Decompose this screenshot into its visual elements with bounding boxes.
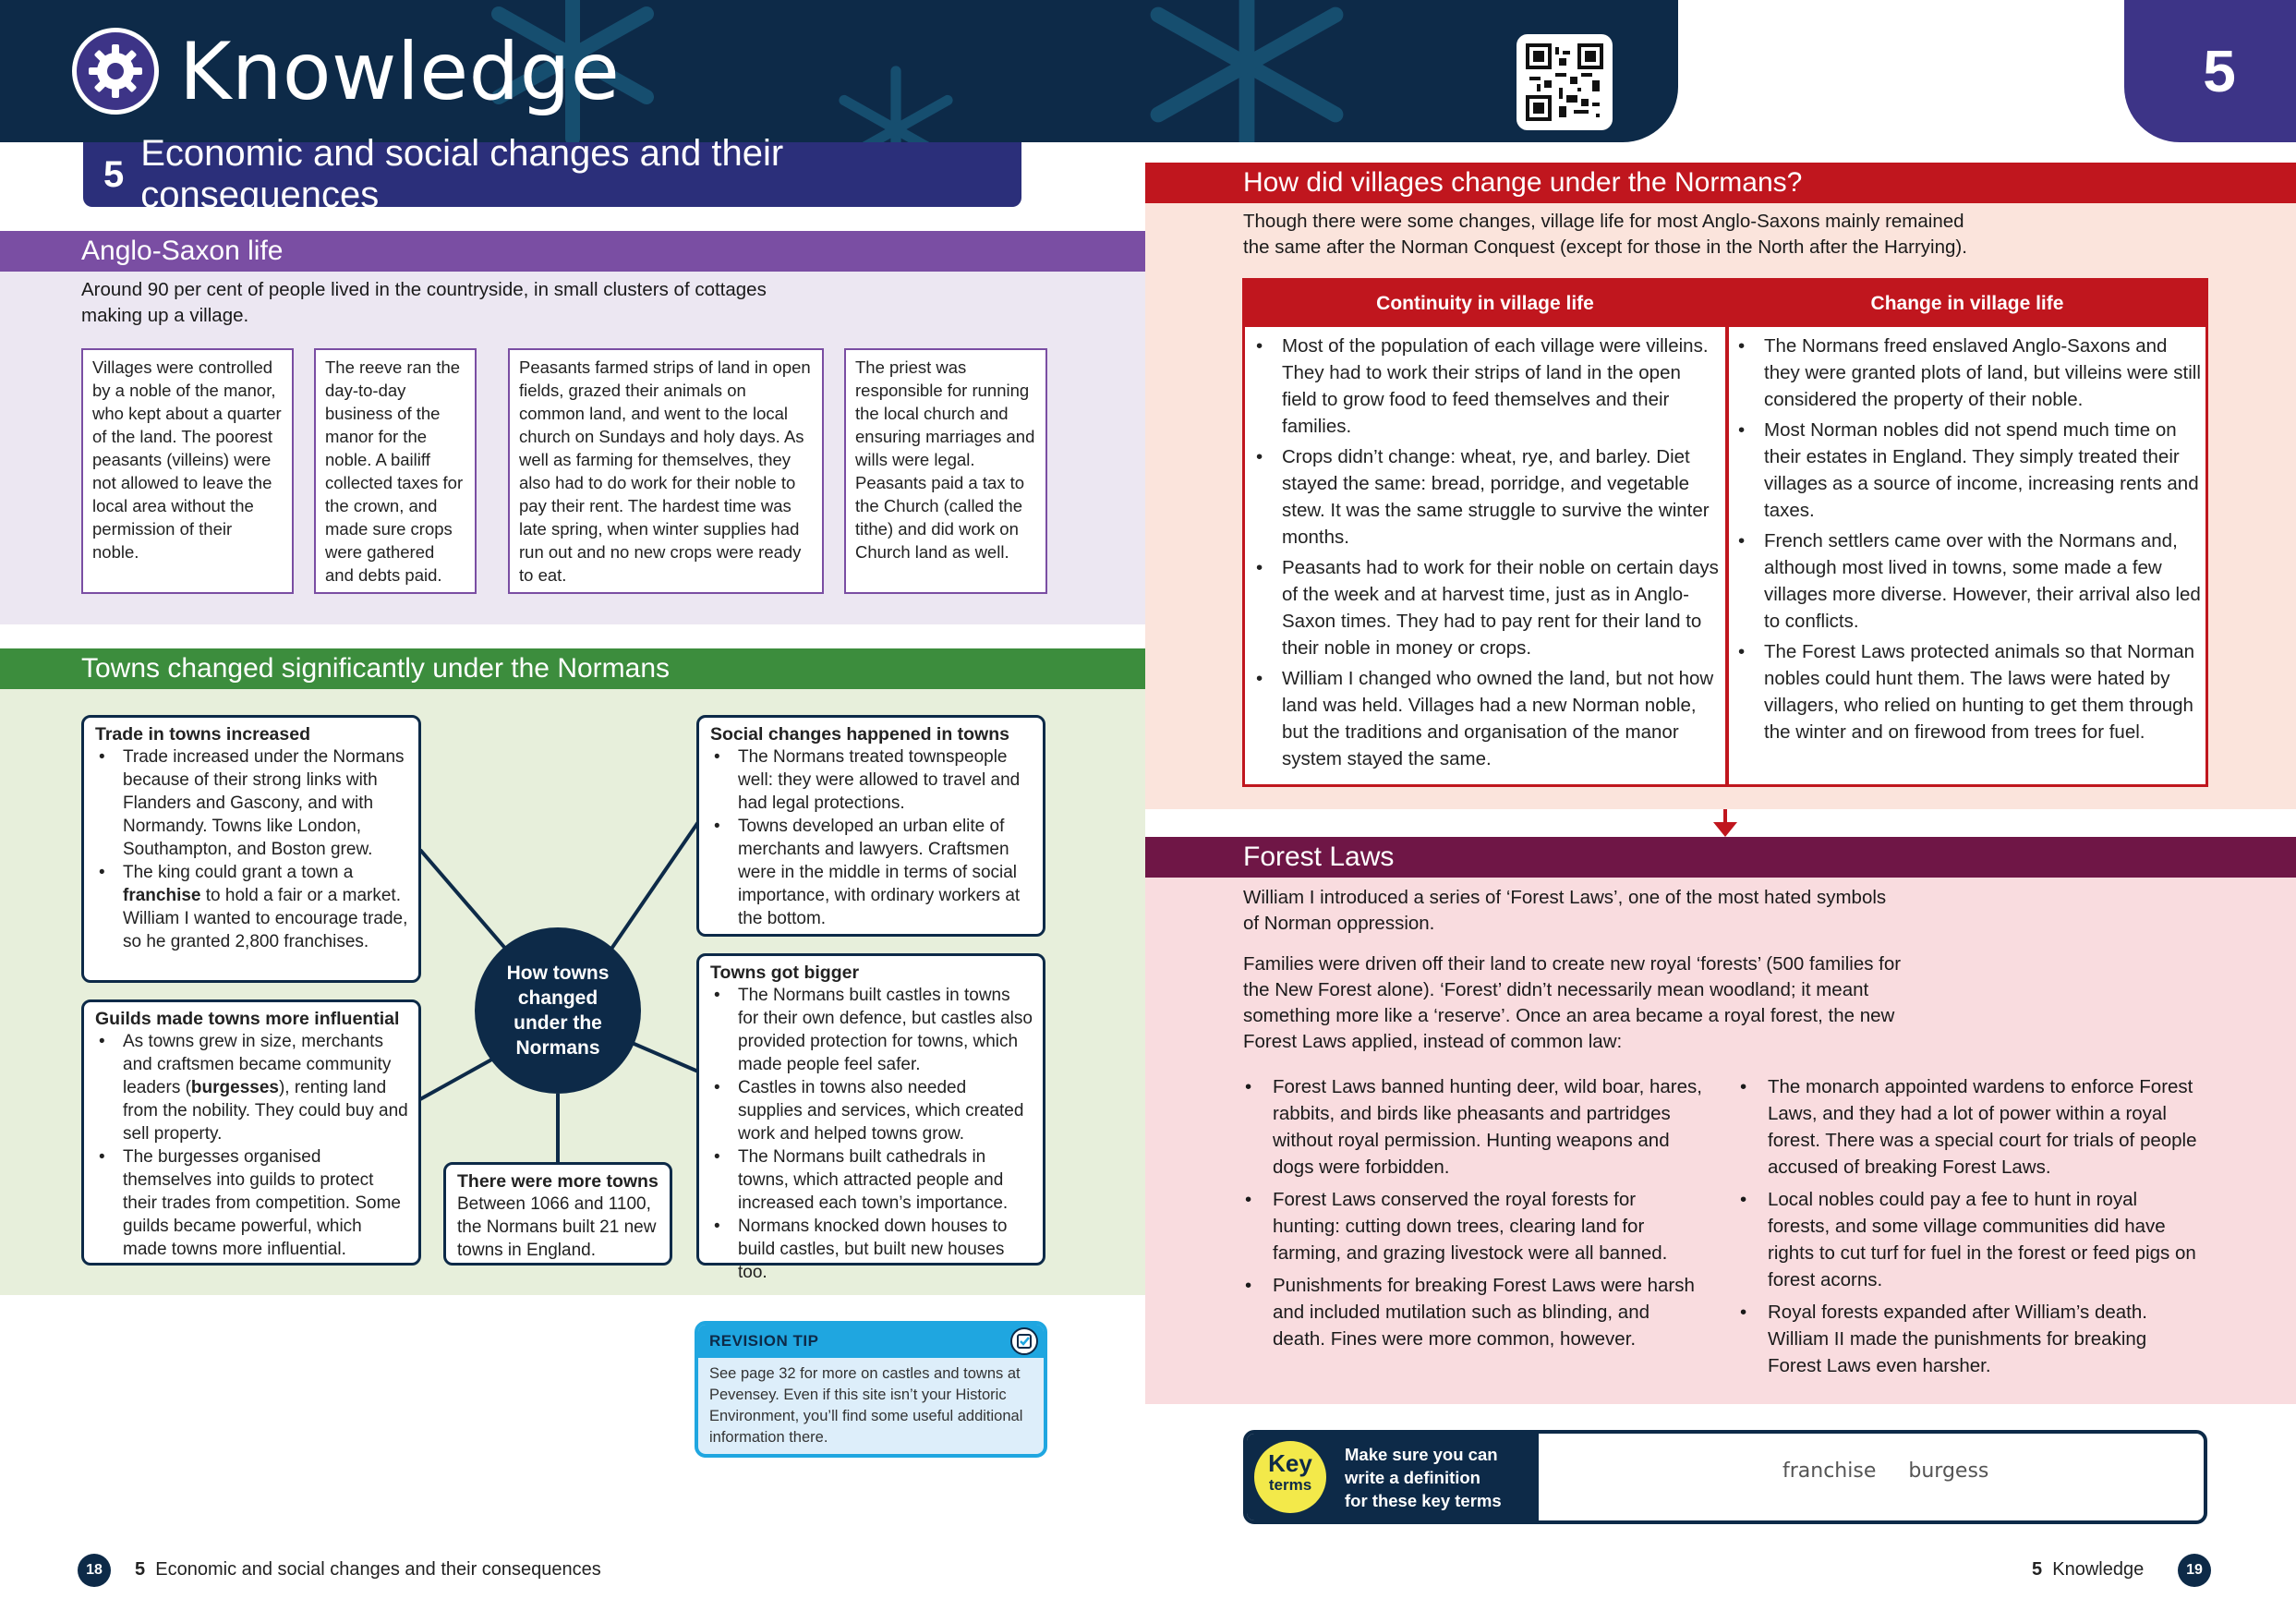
snowflake-decoration-2 <box>1136 0 1358 142</box>
list-item: • Punishments for breaking Forest Laws were harsh and included mutilation such as blinding, and death. Fines were more common, however. <box>1243 1272 1705 1352</box>
instruction-line: write a definition <box>1345 1468 1480 1487</box>
intro-line: making up a village. <box>81 305 249 326</box>
list-item: • Royal forests expanded after William’s death. William II made the punishments for breaking Forest Laws even harsher. <box>1738 1299 2204 1379</box>
revision-tip <box>695 1321 1047 1458</box>
social-changes-title: Social changes happened in towns <box>710 724 1009 745</box>
page-title: Knowledge <box>179 26 621 118</box>
section-number: 5 <box>103 153 125 195</box>
key-term: franchise <box>1782 1459 1877 1483</box>
list-item: • Forest Laws banned hunting deer, wild boar, hares, rabbits, and birds like pheasants and partridges without royal permission. Hunting weapons and dogs were forbidden. <box>1243 1073 1705 1181</box>
footer-section-number: 5 <box>135 1559 146 1580</box>
villages-heading: How did villages change under the Normans? <box>1145 163 2296 203</box>
checklist-icon <box>1010 1327 1038 1355</box>
page-number-left: 18 <box>78 1554 111 1587</box>
intro-line: Around 90 per cent of people lived in the countryside, in small clusters of cottages <box>81 279 767 300</box>
towns-bigger-title: Towns got bigger <box>710 963 860 983</box>
list-item: • The Normans built castles in towns for their own defence, but castles also provided protection for towns, which made people feel safer. <box>710 984 1033 1076</box>
page-number-right: 19 <box>2178 1554 2211 1587</box>
paragraph-line: of Norman oppression. <box>1243 913 1435 934</box>
footer-left <box>135 1559 601 1581</box>
spider-diagram-hub: How towns changed under the Normans <box>475 927 641 1094</box>
table-row: • The Normans freed enslaved Anglo-Saxons and they were granted plots of land, but villeins were still considered the property of their noble. <box>1727 333 2204 413</box>
footer-chapter-number: 5 <box>2032 1559 2043 1580</box>
forest-laws-heading: Forest Laws <box>1145 837 2296 878</box>
footer-chapter-title: Knowledge <box>2052 1559 2145 1580</box>
forest-laws-right-list <box>1738 1073 2204 1385</box>
change-column <box>1727 333 2204 749</box>
instruction-line: for these key terms <box>1345 1491 1502 1510</box>
chapter-number-tab: 5 <box>2124 0 2296 142</box>
footer-right <box>2032 1559 2144 1581</box>
list-item <box>95 861 409 953</box>
forest-laws-left-list <box>1243 1073 1705 1358</box>
paragraph-line: Forest Laws applied, instead of common law: <box>1243 1031 1623 1052</box>
trade-box <box>81 715 421 983</box>
key-terms-box <box>1243 1430 2207 1524</box>
revision-tip-heading: REVISION TIP <box>698 1325 1044 1358</box>
table-row: • French settlers came over with the Normans and, although most lived in towns, some made a few villages more diverse. However, their arrival also led to conflicts. <box>1727 527 2204 635</box>
anglo-saxon-heading: Anglo-Saxon life <box>0 231 1145 272</box>
towns-heading: Towns changed significantly under the Normans <box>0 648 1145 689</box>
paragraph-line: something more like a ‘reserve’. Once an area became a royal forest, the new <box>1243 1005 1895 1026</box>
intro-line: Though there were some changes, village life for most Anglo-Saxons mainly remained <box>1243 211 1964 232</box>
anglo-saxon-box-peasants: Peasants farmed strips of land in open fields, grazed their animals on common land, and went to the local church on Sundays and holy days. As well as farming for themselves, they also had to do work for their noble to pay their rent. The hardest time was late spring, when winter supplies had run out and no new crops were ready to eat. <box>508 348 824 594</box>
footer-section-title: Economic and social changes and their consequences <box>155 1559 601 1580</box>
list-item: • Castles in towns also needed supplies and services, which created work and helped towns grow. <box>710 1076 1033 1145</box>
text-fragment: As towns grew in size, merchants and craftsmen became community leaders ( <box>123 1032 392 1097</box>
list-item <box>95 1030 409 1145</box>
village-life-table <box>1242 278 2208 787</box>
revision-tip-text: See page 32 for more on castles and towns at Pevensey. Even if this site isn’t your Historic Environment, you’ll find some useful additional information there. <box>709 1365 1023 1446</box>
change-header: Change in village life <box>1729 281 2205 327</box>
table-row: • The Forest Laws protected animals so that Norman nobles could hunt them. The laws were hated by villagers, who relied on hunting to get them through the winter and on firewood from trees for fuel. <box>1727 638 2204 745</box>
guilds-title: Guilds made towns more influential <box>95 1009 400 1029</box>
social-changes-box <box>696 715 1045 937</box>
badge-text: Key <box>1268 1449 1312 1477</box>
list-item: • The Normans built cathedrals in towns, which attracted people and increased each town’s importance. <box>710 1145 1033 1215</box>
table-row: • Crops didn’t change: wheat, rye, and barley. Diet stayed the same: bread, porridge, and vegetable stew. It was the same struggle to survive the winter months. <box>1245 443 1721 551</box>
down-arrow-icon <box>1711 809 1739 839</box>
list-item: • Towns developed an urban elite of merchants and lawyers. Craftsmen were in the middle in terms of social importance, with ordinary workers at the bottom. <box>710 815 1033 930</box>
table-row: • William I changed who owned the land, but not how land was held. Villages had a new Norman noble, but the traditions and organisation of the manor system stayed the same. <box>1245 665 1721 772</box>
list-item: • Forest Laws conserved the royal forests for hunting: cutting down trees, clearing land for farming, and grazing livestock were all banned. <box>1243 1186 1705 1266</box>
table-row: • Peasants had to work for their noble on certain days of the week and at harvest time, just as in Anglo-Saxon times. They had to pay rent for their land to their noble in money or crops. <box>1245 554 1721 661</box>
anglo-saxon-box-reeve: The reeve ran the day-to-day business of the manor for the noble. A bailiff collected taxes for the crown, and made sure crops were gathered and debts paid. <box>314 348 477 594</box>
key-terms-instruction <box>1345 1443 1502 1512</box>
villages-intro <box>1243 209 2074 260</box>
badge-text: terms <box>1268 1476 1312 1494</box>
forest-paragraph <box>1243 951 1945 1055</box>
list-item: • Trade increased under the Normans because of their strong links with Flanders and Gascony, and with Normandy. Towns like London, Southampton, and Boston grew. <box>95 745 409 861</box>
key-terms-list <box>1782 1459 2014 1483</box>
more-towns-title: There were more towns <box>457 1171 659 1192</box>
trade-title: Trade in towns increased <box>95 724 310 745</box>
text-fragment: ), renting land from the nobility. They could buy and sell property. <box>123 1078 408 1144</box>
list-item: • The monarch appointed wardens to enforce Forest Laws, and they had a lot of power within a royal forest. There was a special court for trials of people accused of breaking Forest Laws. <box>1738 1073 2204 1181</box>
intro-line: the same after the Norman Conquest (except for those in the North after the Harrying). <box>1243 236 1967 258</box>
table-row: • Most of the population of each village were villeins. They had to work their strips of land in the open field to grow food to feed themselves and their families. <box>1245 333 1721 440</box>
qr-code-icon[interactable] <box>1517 34 1613 130</box>
towns-bigger-box <box>696 953 1045 1282</box>
list-item: • The burgesses organised themselves into guilds to protect their trades from competition. Some guilds became powerful, which made towns more influential. <box>95 1145 409 1261</box>
instruction-line: Make sure you can <box>1345 1445 1498 1464</box>
list-item: • Local nobles could pay a fee to hunt in royal forests, and some village communities did have rights to cut turf for fuel in the forest or feed pigs on forest acorns. <box>1738 1186 2204 1293</box>
paragraph-line: the New Forest alone). ‘Forest’ didn’t necessarily mean woodland; it meant <box>1243 979 1869 1000</box>
key-term: burgess <box>1908 1459 1989 1483</box>
anglo-saxon-box-priest: The priest was responsible for running the local church and ensuring marriages and wills were legal. Peasants paid a tax to the Church (called the tithe) and did work on Church land as well. <box>844 348 1047 594</box>
continuity-column <box>1245 333 1721 776</box>
key-term-franchise: franchise <box>123 886 201 905</box>
more-towns-box <box>443 1162 672 1266</box>
text-fragment: The king could grant a town a <box>123 863 354 882</box>
key-term-burgesses: burgesses <box>190 1078 279 1097</box>
text-fragment: to hold a fair or a market. William I wanted to encourage trade, so he granted 2,800 franchises. <box>123 886 408 951</box>
paragraph-line: Families were driven off their land to create new royal ‘forests’ (500 families for <box>1243 953 1902 975</box>
paragraph-line: William I introduced a series of ‘Forest Laws’, one of the most hated symbols <box>1243 887 1887 908</box>
table-row: • Most Norman nobles did not spend much time on their estates in England. They simply treated their villages as a source of income, increasing rents and taxes. <box>1727 417 2204 524</box>
section-title: Economic and social changes and their consequences <box>140 133 784 215</box>
more-towns-text: Between 1066 and 1100, the Normans built 21 new towns in England. <box>457 1194 657 1260</box>
continuity-header: Continuity in village life <box>1245 281 1725 327</box>
guilds-box <box>81 999 421 1266</box>
list-item: • The Normans treated townspeople well: they were allowed to travel and had legal protections. <box>710 745 1033 815</box>
key-terms-badge <box>1254 1441 1326 1513</box>
list-item: • Normans knocked down houses to build castles, but built new houses too. <box>710 1215 1033 1284</box>
forest-intro <box>1243 885 1945 937</box>
anglo-saxon-box-noble: Villages were controlled by a noble of the manor, who kept about a quarter of the land. The poorest peasants (villeins) were not allowed to leave the local area without the permission of their noble. <box>81 348 294 594</box>
